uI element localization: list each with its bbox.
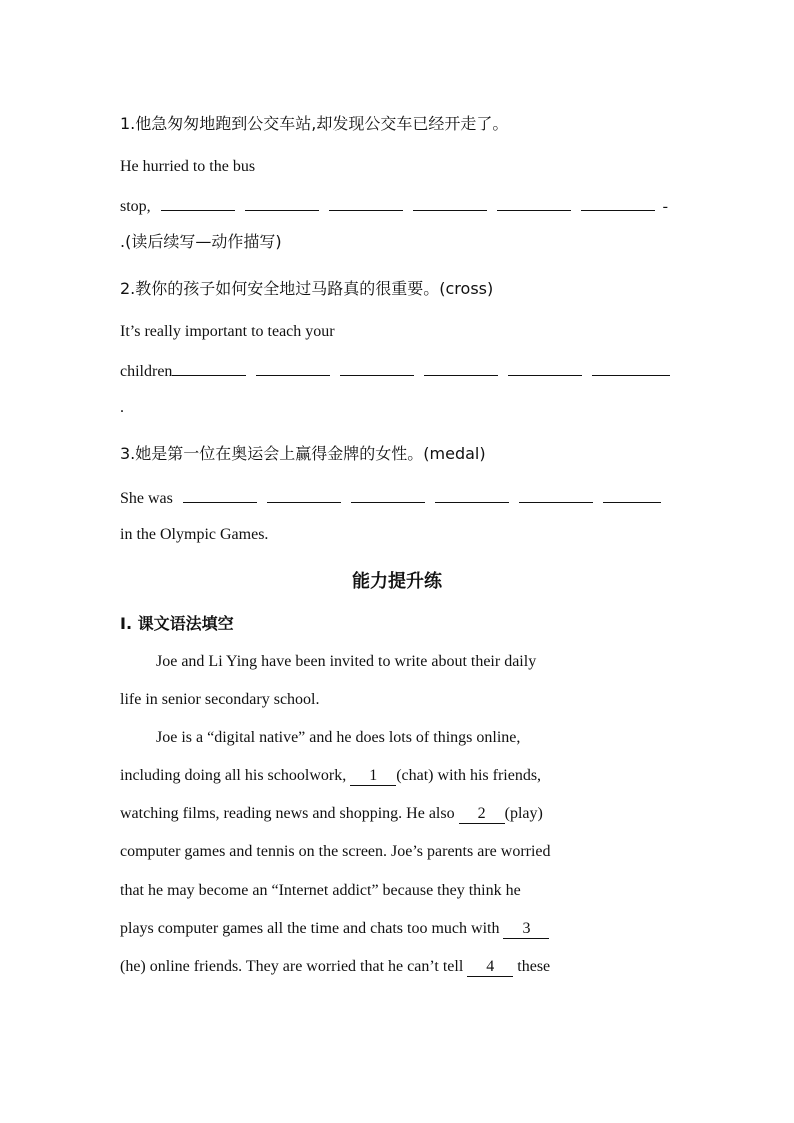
answer-blank[interactable]: [267, 486, 341, 503]
p2-line3-text-b: (play): [504, 805, 543, 822]
answer-blank[interactable]: [413, 194, 487, 211]
q1-line1: He hurried to the bus: [120, 158, 256, 175]
p2-line2-text-b: (chat) with his friends,: [396, 767, 542, 784]
answer-blank[interactable]: [424, 359, 498, 376]
p1-line2: life in senior secondary school.: [120, 691, 320, 708]
q1-line2-start: stop,: [120, 198, 151, 215]
part1-heading: Ⅰ. 课文语法填空: [120, 614, 234, 633]
q1-line3: .(读后续写—动作描写): [120, 232, 282, 251]
answer-blank[interactable]: [256, 359, 330, 376]
q2-line2-start: children: [120, 363, 173, 380]
q1-prompt: 1.他急匆匆地跑到公交车站,却发现公交车已经开走了。: [120, 114, 509, 133]
answer-blank[interactable]: [508, 359, 582, 376]
q2-prompt: 2.教你的孩子如何安全地过马路真的很重要。(cross): [120, 279, 494, 298]
q3-prompt: 3.她是第一位在奥运会上赢得金牌的女性。(medal): [120, 444, 486, 463]
answer-blank[interactable]: [435, 486, 509, 503]
p2-line2: [120, 765, 670, 787]
p2-line3-text: watching films, reading news and shopping. He also: [120, 805, 455, 822]
p2-line1: Joe is a “digital native” and he does lots of things online,: [156, 729, 521, 746]
q1-line2: [120, 194, 680, 218]
answer-blank[interactable]: [519, 486, 593, 503]
p2-line7: [120, 956, 670, 978]
answer-blank[interactable]: [603, 486, 661, 503]
answer-blank[interactable]: [329, 194, 403, 211]
answer-blank[interactable]: [172, 359, 246, 376]
answer-blank[interactable]: [161, 194, 235, 211]
section-title: 能力提升练: [352, 571, 442, 592]
q2-line2: [120, 359, 680, 383]
p1-line1: Joe and Li Ying have been invited to write about their daily: [156, 653, 537, 670]
q2-line3: .: [120, 399, 124, 416]
answer-blank[interactable]: [592, 359, 670, 376]
answer-blank[interactable]: [497, 194, 571, 211]
p2-line6: [120, 918, 670, 940]
gap-blank-2[interactable]: 2: [459, 805, 505, 824]
p2-line3: [120, 803, 670, 825]
answer-blank[interactable]: [581, 194, 655, 211]
q3-line1-start: She was: [120, 490, 173, 507]
answer-blank[interactable]: [245, 194, 319, 211]
q2-line1: It’s really important to teach your: [120, 323, 335, 340]
answer-blank[interactable]: [183, 486, 257, 503]
answer-blank[interactable]: [340, 359, 414, 376]
p2-line7-text: (he) online friends. They are worried that he can’t tell: [120, 958, 464, 975]
answer-blank[interactable]: [351, 486, 425, 503]
p2-line2-text: including doing all his schoolwork,: [120, 767, 347, 784]
p2-line6-text: plays computer games all the time and chats too much with: [120, 920, 500, 937]
q3-line2: in the Olympic Games.: [120, 526, 269, 543]
q1-line2-end: -: [662, 198, 668, 215]
p2-line5: that he may become an “Internet addict” because they think he: [120, 882, 521, 899]
p2-line7-text-b: these: [517, 958, 551, 975]
gap-blank-1[interactable]: 1: [350, 767, 396, 786]
gap-blank-4[interactable]: 4: [467, 958, 513, 977]
p2-line4: computer games and tennis on the screen. Joe’s parents are worried: [120, 843, 551, 860]
gap-blank-3[interactable]: 3: [503, 920, 549, 939]
q3-line1: [120, 486, 680, 510]
